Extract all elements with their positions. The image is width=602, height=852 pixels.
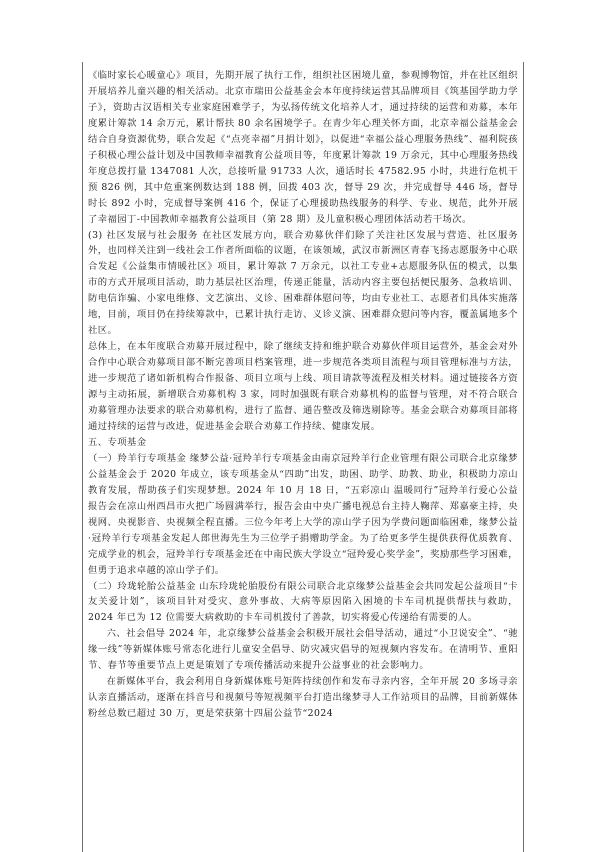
- paragraph-antelope-special-fund: （一）羚羊行专项基金 缘梦公益·冠羚羊行专项基金由南京冠羚羊行企业管理有限公司联合北京缘梦公益基金会于 2020 年成立，该专项基金从“四助”出发，助困、助学、助教、助业，积极助力凉山教育发展，帮助孩子们实现梦想。2024 年 10 月 18 日，“五彩凉山 温暖同行”冠羚羊行爱心公益报告会在凉山州西昌市火把广场圆满举行，报告会由中央广播电视总台主持人鞠萍、郑嘉豪主持，央视网、央视影音、央视频全程直播。三位今年考上大学的凉山学子因为学费问题面临困难，缘梦公益·冠羚羊行专项基金发起人郎世海先生为三位学子捐赠助学金。为了给更多学生提供获得优质教育、完成学业的机会，冠羚羊行专项基金还在中南民族大学设立“冠羚爱心奖学金”，奖励那些学习困难，但勇于追求卓越的凉山学子们。: [88, 452, 518, 576]
- paragraph-community-development: (3) 社区发展与社会服务 在社区发展方向，联合劝募伙伴们除了关注社区发展与营造、社区服务外，也同样关注到一线社会工作者所面临的议题，在该领域，武汉市新洲区青春飞扬志愿服务中心联合发起《公益集市情暖社区》项目，累计筹款 7 万余元，以社工专业+志愿服务队伍的模式，以集市的方式开展项目活动，助力基层社区治理，传递正能量，活动内容主要包括便民服务、急救培训、防电信诈骗、小家电维修、文艺演出、义诊、困难群体慰问等，均由专业社工、志愿者们具体实施落地，目前，项目仍在持续筹款中，已累计执行走访、义诊义演、困难群众慰问等内容，覆盖属地多个社区。: [88, 229, 518, 337]
- paragraph-child-care-programs: 《临时家长心暖童心》项目，先期开展了执行工作，组织社区困境儿童，参观博物馆，并在社区组织开展培养儿童兴趣的相关活动。北京市瑞田公益基金会本年度持续运营其品牌项目《筑基国学助力学子》，资助古汉语相关专业家庭困难学子，为弘扬传统文化培养人才，通过持续的运营和劝募，本年度累计筹款 14 余万元，累计帮扶 80 余名困境学子。在青少年心理关怀方面，北京幸福公益基金会结合自身资源优势，联合发起《“点亮幸福”月捐计划》，以促进“幸福公益心理服务热线”、福利院孩子积极心理公益计划及中国教师幸福教育公益项目等，年度累计筹款 19 万余元，其中心理服务热线年度总拨打量 1347081 人次，总接听量 91733 人次，通话时长 47582.95 小时，共进行危机干预 826 例，其中危重案例数达到 188 例，回拨 403 次，督导 29 次，并完成督导 446 场，督导时长 892 小时，完成督导案例 416 个，保证了心理援助热线服务的科学、专业、规范，此外开展了幸福园丁-中国教师幸福教育公益项目（第 28 期）及儿童积极心理团体活动若干场次。: [88, 70, 518, 225]
- paragraph-new-media-platform: 在新媒体平台，我会利用自身新媒体账号矩阵持续创作和发布寻亲内容，全年开展 20 多场寻亲认亲直播活动，逐渐在抖音号和视频号等短视频平台打造出缘梦寻人工作站项目的品牌，目前新媒体粉丝总数已超过 30 万，更是荣获第十四届公益节“2024: [88, 676, 518, 720]
- paragraph-linglong-tire-fund: （二）玲珑轮胎公益基金 山东玲珑轮胎股份有限公司联合北京缘梦公益基金会共同发起公益项目“卡友关爱计划”，该项目针对受灾、意外事故、大病等原因陷入困境的卡车司机提供帮扶与救助，2024 年已为 12 位需要大病救助的卡车司机拨付了善款，切实将爱心传递给有需要的人。: [88, 580, 518, 624]
- section-heading-special-funds: 五、专项基金: [88, 436, 147, 448]
- paragraph-social-advocacy: 六、社会倡导 2024 年，北京缘梦公益基金会积极开展社会倡导活动，通过“小卫说安全”、“驰缘一线”等新媒体账号常态化进行儿童安全倡导、防灾减灾倡导的短视频内容发布。在清明节、重阳节、春节等重要节点上更是策划了专项传播活动来提升公益事业的社会影响力。: [88, 628, 518, 672]
- report-body-text: [88, 68, 518, 722]
- paragraph-joint-fundraising-summary: 总体上，在本年度联合劝募开展过程中，除了继续支持和维护联合劝募伙伴项目运营外，基金会对外合作中心联合劝募项目部不断完善项目档案管理，进一步规范各类项目流程与项目管理标准与方法，进一步规范了诸如新机构合作报备、项目立项与上线、项目请款等流程及相关材料。通过链接各方资源与主动拓展，新增联合劝募机构 3 家，同时加强既有联合劝募机构的监督与管理，对不符合联合劝募管理办法要求的联合劝募机构，进行了监督、通告整改及筛选剔除等。基金会联合劝募项目部将通过持续的运营与改进，促进基金会联合劝募工作持续、健康发展。: [88, 341, 518, 432]
- report-table-cell: [82, 62, 524, 852]
